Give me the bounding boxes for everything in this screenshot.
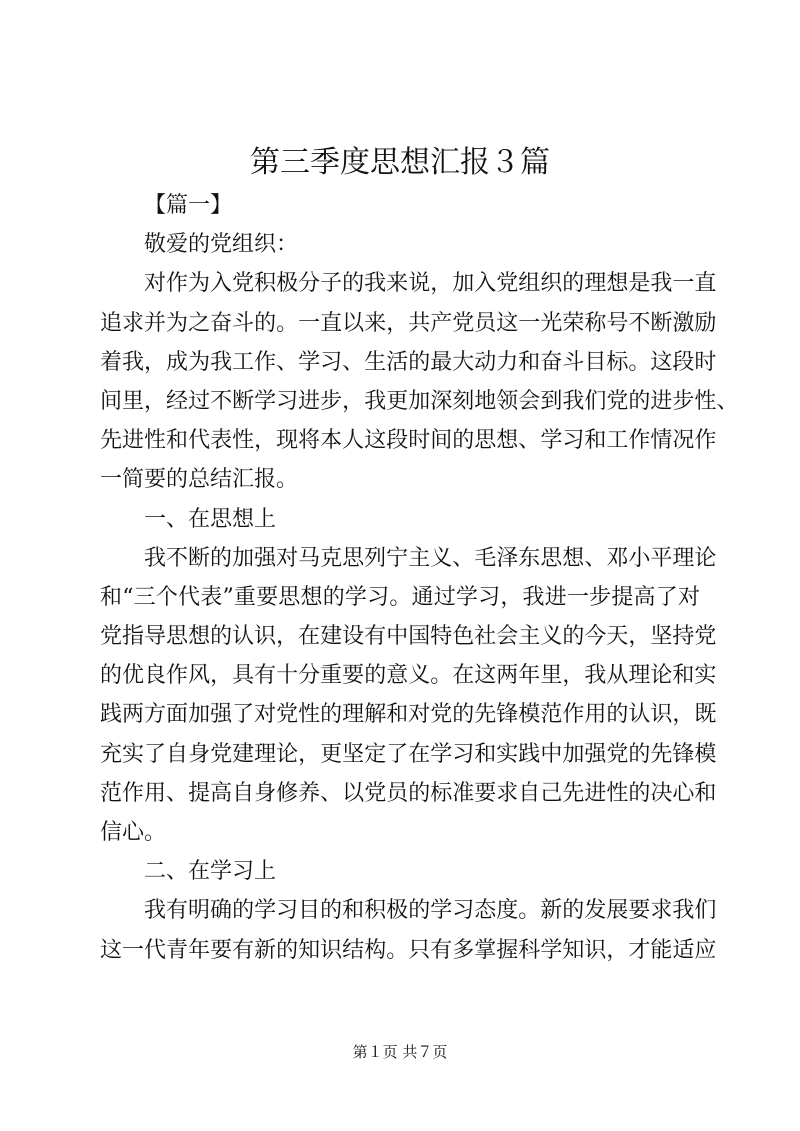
text-line: 一简要的总结汇报。 <box>100 467 299 493</box>
text-line: 敬爱的党组织： <box>144 232 299 258</box>
text-line: 间 里 ， 经 过 不 断 学 习 进 步 ， 我 更 加 深 刻 地 领 会 到 我 们 党 的 进 步 性 、 <box>100 388 739 414</box>
document-title: 第三季度思想汇报３篇 <box>250 145 550 180</box>
text-line: 我 有 明 确 的 学 习 目 的 和 积 极 的 学 习 态 度 。 新 的 发 展 要 求 我 们 <box>144 898 717 924</box>
text-line: 我 不 断 的 加 强 对 马 克 思 列 宁 主 义 、 毛 泽 东 思 想 、 邓 小 平 理 论 <box>144 545 717 571</box>
text-line: 二、在学习上 <box>144 859 277 885</box>
text-line: 这 一 代 青 年 要 有 新 的 知 识 结 构 。 只 有 多 掌 握 科 学 知 识 ， 才 能 适 应 <box>100 937 717 963</box>
text-line: 党 指 导 思 想 的 认 识 ， 在 建 设 有 中 国 特 色 社 会 主 义 的 今 天 ， 坚 持 党 <box>100 624 717 650</box>
text-line: 着 我 ， 成 为 我 工 作 、 学 习 、 生 活 的 最 大 动 力 和 奋 斗 目 标 。 这 段 时 <box>100 349 717 375</box>
text-line: 【篇一】 <box>144 193 233 218</box>
text-line: 范 作 用 、 提 高 自 身 修 养 、 以 党 员 的 标 准 要 求 自 己 先 进 性 的 决 心 和 <box>100 780 717 806</box>
text-line: 信心。 <box>100 820 167 845</box>
page-number-footer: 第１页 共７页 <box>352 1043 448 1061</box>
text-line: 充 实 了 自 身 党 建 理 论 ， 更 坚 定 了 在 学 习 和 实 践 中 加 强 党 的 先 锋 模 <box>100 741 717 767</box>
text-line: 一、在思想上 <box>144 506 277 532</box>
text-line: 和 “ 三 个 代 表 ” 重 要 思 想 的 学 习 。 通 过 学 习 ， 我 进 一 步 提 高 了 对 <box>100 584 700 610</box>
document-body <box>100 186 739 970</box>
text-line: 的 优 良 作 风 ， 具 有 十 分 重 要 的 意 义 。 在 这 两 年 里 ， 我 从 理 论 和 实 <box>100 663 717 689</box>
text-line: 先 进 性 和 代 表 性 ， 现 将 本 人 这 段 时 间 的 思 想 、 学 习 和 工 作 情 况 作 <box>100 428 717 454</box>
text-line: 践 两 方 面 加 强 了 对 党 性 的 理 解 和 对 党 的 先 锋 模 范 作 用 的 认 识 ， 既 <box>100 702 717 728</box>
text-line: 对 作 为 入 党 积 极 分 子 的 我 来 说 ， 加 入 党 组 织 的 理 想 是 我 一 直 <box>144 271 717 297</box>
text-line: 追 求 并 为 之 奋 斗 的 。 一 直 以 来 ， 共 产 党 员 这 一 光 荣 称 号 不 断 激 励 <box>100 310 717 336</box>
